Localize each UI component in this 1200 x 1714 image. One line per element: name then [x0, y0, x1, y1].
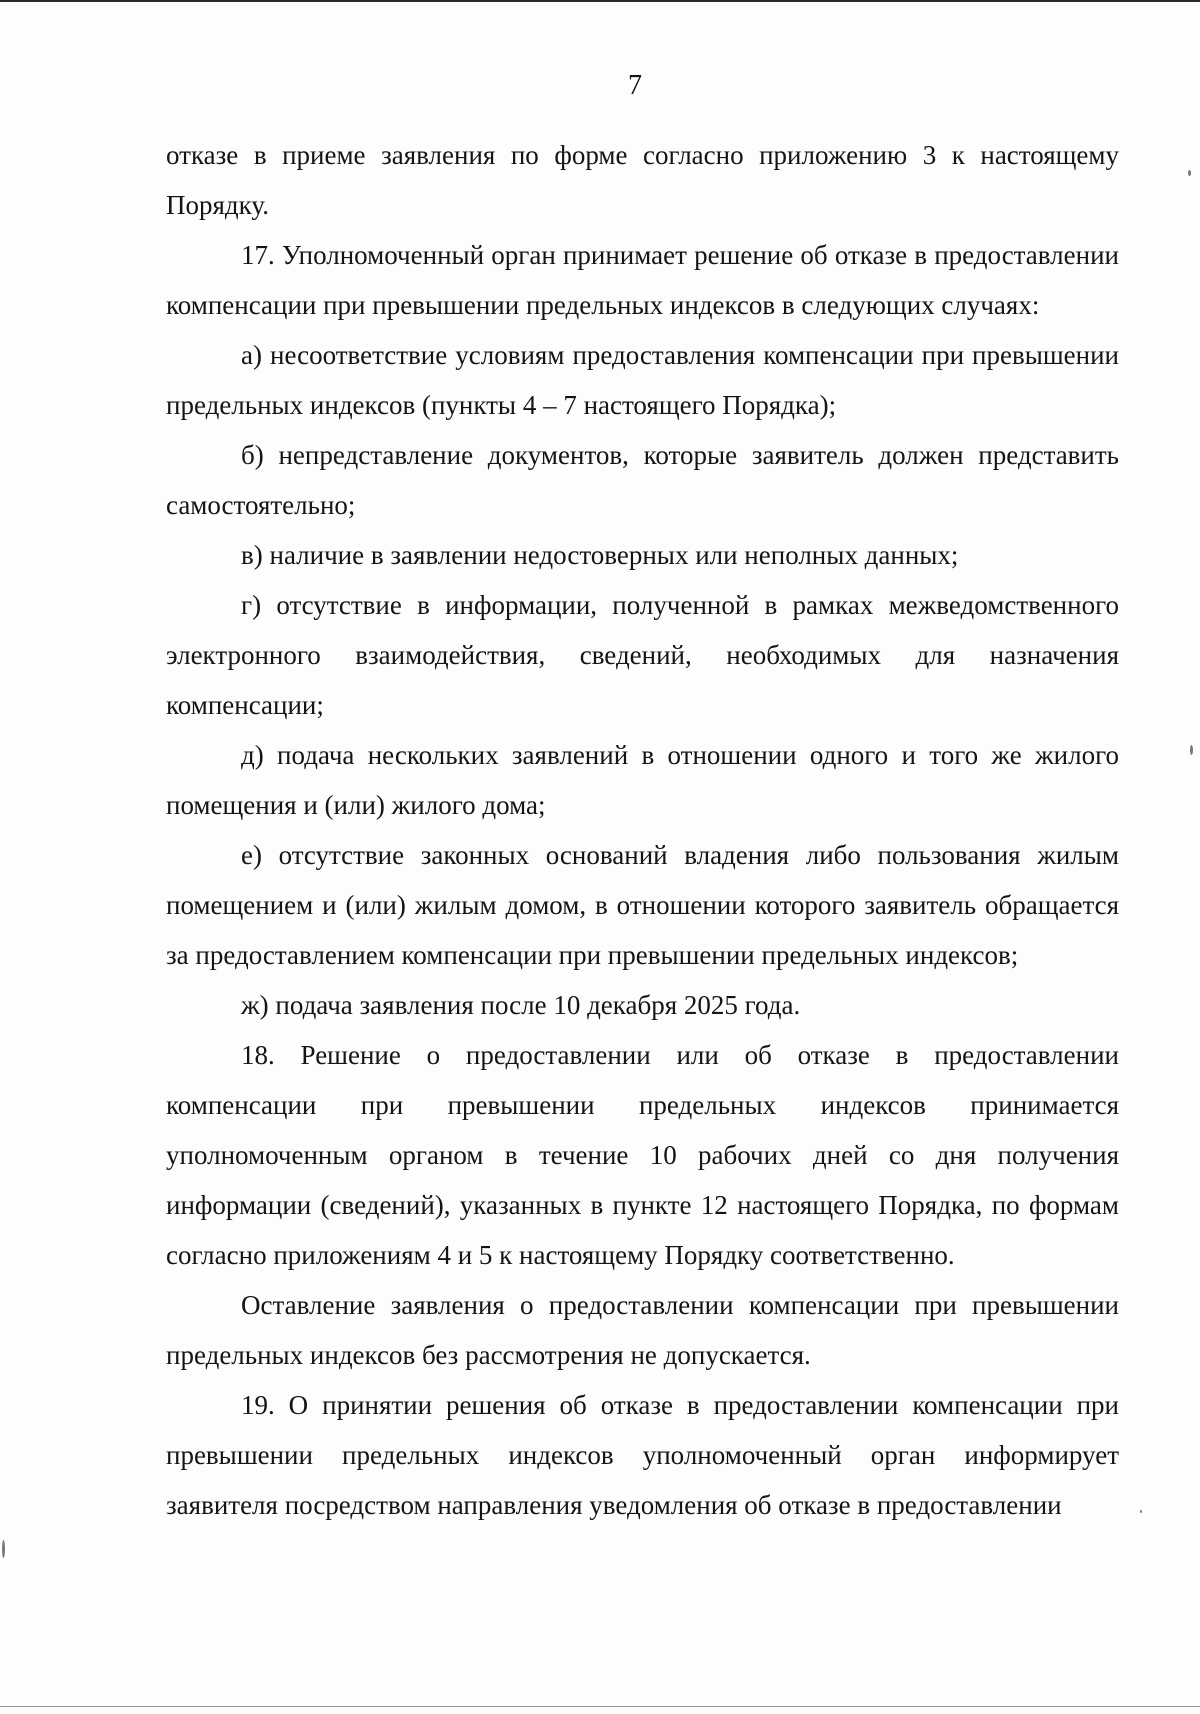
list-item-zh: ж) подача заявления после 10 декабря 2025 года. — [241, 990, 801, 1020]
list-item-v: в) наличие в заявлении недостоверных или неполных данных; — [241, 540, 959, 570]
scan-bottom-edge — [0, 1706, 1200, 1707]
paragraph-item-18: 18. Решение о предоставлении или об отказе в предоставлении компенсации при превышении предельных индексов принимается уполномоченным органом в течение 10 рабочих дней со дня получения информации (сведений), указанных в пункте 12 настоящего Порядка, по формам согласно приложениям 4 и 5 к настоящему Порядку соответственно. — [166, 1040, 1119, 1270]
scan-speck — [1190, 745, 1193, 755]
scan-speck — [2, 1540, 5, 1558]
list-item-e: е) отсутствие законных оснований владения либо пользования жилым помещением и (или) жилым домом, в отношении которого заявитель обращается за предоставлением компенсации при превышении предельных индексов; — [166, 840, 1119, 970]
paragraph-item-17: 17. Уполномоченный орган принимает решение об отказе в предоставлении компенсации при превышении предельных индексов в следующих случаях: — [166, 240, 1119, 320]
scan-speck — [1188, 170, 1191, 176]
page-number: 7 — [628, 70, 642, 101]
paragraph-item-19: 19. О принятии решения об отказе в предоставлении компенсации при превышении предельных индексов уполномоченный орган информирует заявителя посредством направления уведомления об отказе в предоставлении — [166, 1390, 1119, 1520]
paragraph-no-dismissal: Оставление заявления о предоставлении компенсации при превышении предельных индексов без рассмотрения не допускается. — [166, 1290, 1119, 1370]
document-body — [166, 130, 1119, 1530]
list-item-g: г) отсутствие в информации, полученной в рамках межведомственного электронного взаимодействия, сведений, необходимых для назначения компенсации; — [166, 590, 1119, 720]
list-item-b: б) непредставление документов, которые заявитель должен представить самостоятельно; — [166, 440, 1119, 520]
paragraph-continuation: отказе в приеме заявления по форме согласно приложению 3 к настоящему Порядку. — [166, 140, 1119, 220]
scan-speck — [1140, 1510, 1142, 1513]
list-item-d: д) подача нескольких заявлений в отношении одного и того же жилого помещения и (или) жилого дома; — [166, 740, 1119, 820]
scan-top-edge — [0, 0, 1200, 2]
list-item-a: а) несоответствие условиям предоставления компенсации при превышении предельных индексов (пункты 4 – 7 настоящего Порядка); — [166, 340, 1119, 420]
